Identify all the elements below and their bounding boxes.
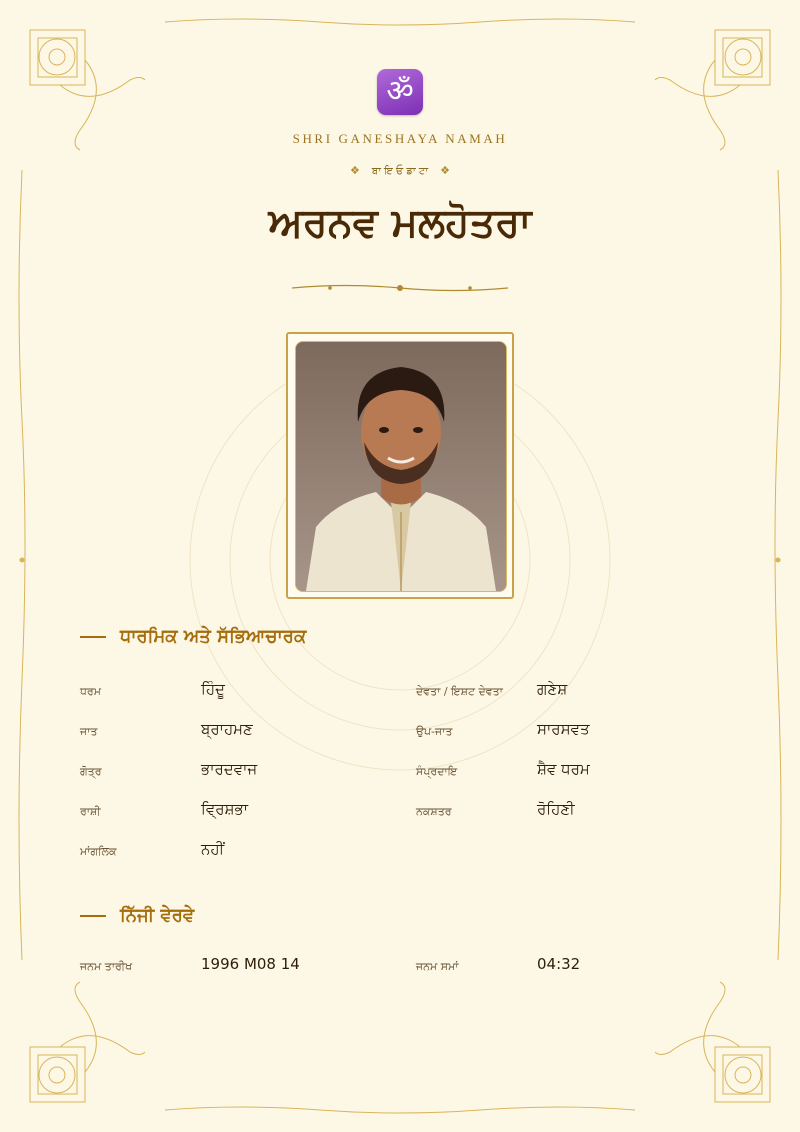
- field-label-birth-date: ਜਨਮ ਤਾਰੀਖ: [80, 960, 133, 973]
- field-value-gotra: ਭਾਰਦਵਾਜ: [201, 760, 258, 778]
- biodata-label: ਬਾ ਇ ਓ ਡਾ ਟਾ: [371, 166, 429, 177]
- section-rule: [80, 636, 106, 638]
- field-value-manglik: ਨਹੀਂ: [201, 840, 225, 858]
- field-label-religion: ਧਰਮ: [80, 685, 101, 698]
- field-label-birth-time: ਜਨਮ ਸਮਾਂ: [416, 960, 459, 973]
- field-value-subcaste: ਸਾਰਸਵਤ: [537, 720, 590, 738]
- person-name: ਅਰਨਵ ਮਲਹੋਤਰਾ: [268, 200, 532, 246]
- profile-photo: [295, 341, 507, 592]
- section-rule: [80, 915, 106, 917]
- section-title-personal: [80, 905, 194, 926]
- photo-frame: [286, 332, 514, 599]
- field-value-nakshatra: ਰੋਹਿਣੀ: [537, 800, 575, 818]
- section-title-text: ਨਿੱਜੀ ਵੇਰਵੇ: [120, 905, 195, 926]
- field-label-manglik: ਮਾਂਗਲਿਕ: [80, 845, 117, 858]
- field-label-sect: ਸੰਪ੍ਰਦਾਇ: [416, 765, 458, 778]
- field-value-rashi: ਵ੍ਰਿਸ਼ਭਾ: [201, 800, 248, 818]
- diamond-icon: ❖: [440, 164, 451, 177]
- field-label-gotra: ਗੋਤ੍ਰ: [80, 765, 102, 778]
- biodata-subtitle: [0, 164, 800, 177]
- portrait-illustration: [296, 342, 506, 591]
- section-title-religious: [80, 626, 306, 647]
- field-value-caste: ਬ੍ਰਾਹਮਣ: [201, 720, 253, 738]
- blessing-text: SHRI GANESHAYA NAMAH: [292, 131, 508, 146]
- field-value-sect: ਸ਼ੈਵ ਧਰਮ: [537, 760, 590, 778]
- field-label-deity: ਦੇਵਤਾ / ਇਸ਼ਟ ਦੇਵਤਾ: [416, 685, 503, 698]
- section-title-text: ਧਾਰਮਿਕ ਅਤੇ ਸੱਭਿਆਚਾਰਕ: [120, 626, 307, 647]
- field-label-subcaste: ਉਪ-ਜਾਤ: [416, 725, 453, 738]
- field-label-nakshatra: ਨਕਸ਼ਤਰ: [416, 805, 452, 818]
- field-label-rashi: ਰਾਸ਼ੀ: [80, 805, 101, 818]
- field-value-religion: ਹਿੰਦੂ: [201, 680, 225, 698]
- om-icon: ॐ: [377, 69, 423, 115]
- field-value-birth-date: 1996 M08 14: [201, 955, 300, 973]
- field-value-deity: ਗਣੇਸ਼: [537, 680, 568, 698]
- diamond-icon: ❖: [349, 164, 360, 177]
- field-label-caste: ਜਾਤ: [80, 725, 98, 738]
- field-value-birth-time: 04:32: [537, 955, 581, 973]
